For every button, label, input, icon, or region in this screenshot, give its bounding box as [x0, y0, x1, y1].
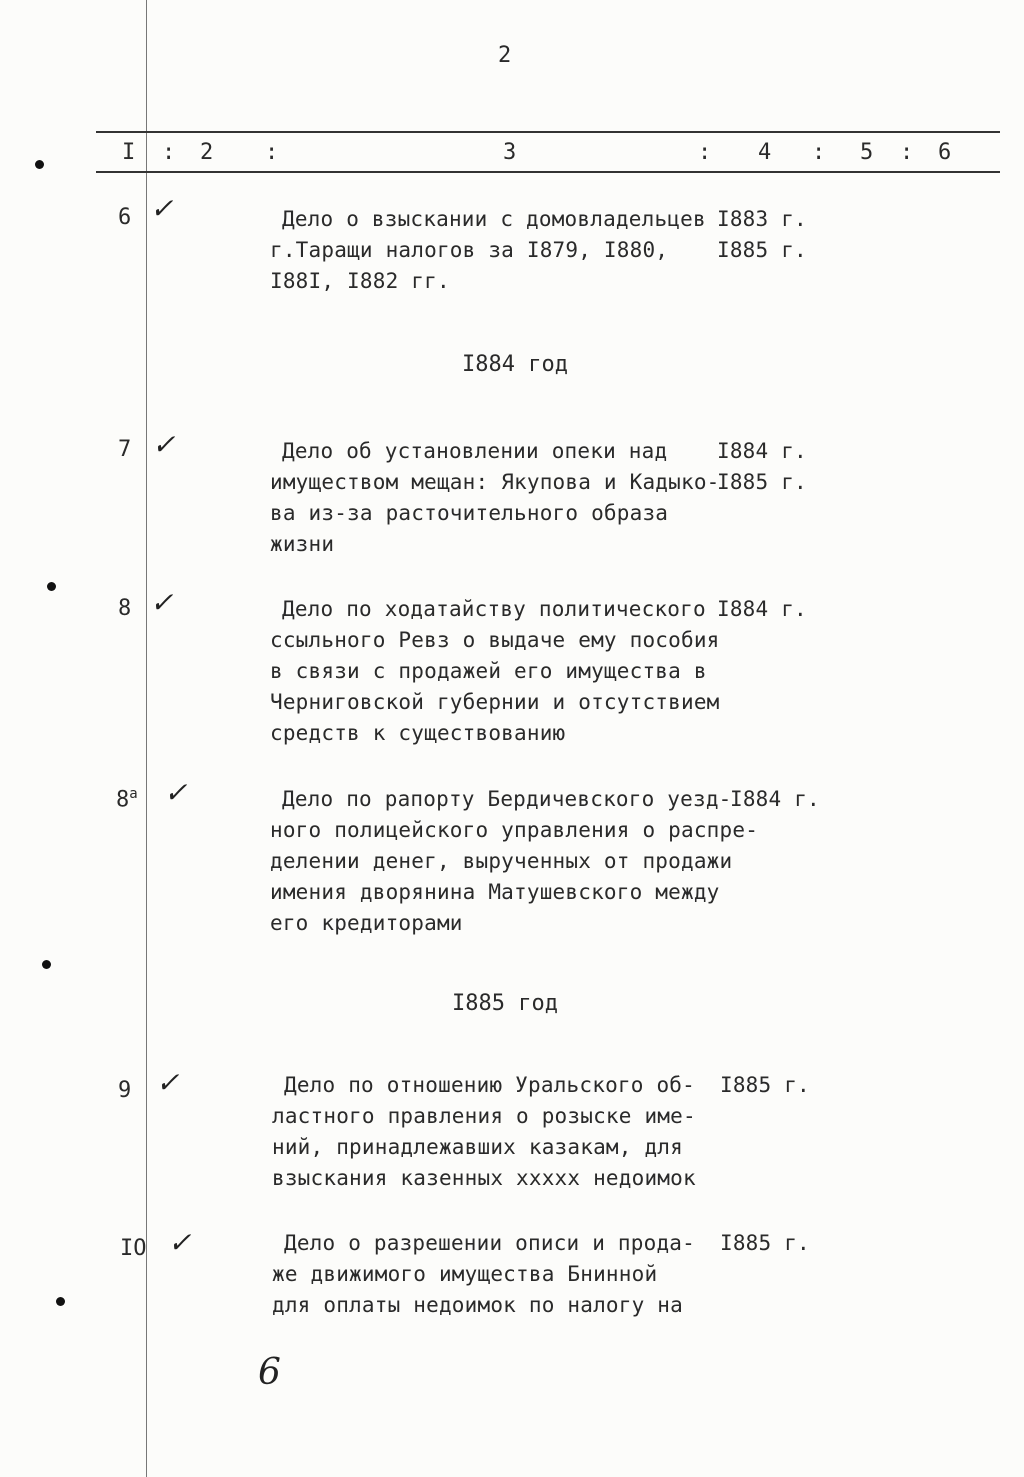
col-header-5: 5 — [860, 140, 874, 165]
check-mark-icon: ✓ — [150, 586, 174, 619]
entry-description: Дело об установлении опеки над имуществом мещан: Якупова и Кадыко- ва из-за расточительного образа жизни — [270, 439, 720, 556]
entry-number: $8^а$ — [116, 786, 138, 813]
year-heading: I884 год — [462, 352, 568, 377]
entry-dates: I883 г. I885 г. — [717, 207, 807, 262]
hole-punch-mark — [42, 960, 51, 969]
header-bottom-rule — [96, 171, 1000, 173]
entry-number: 6 — [118, 205, 132, 230]
col-separator: : — [698, 140, 712, 165]
col-header-1: I — [122, 140, 136, 165]
entry-dates: I884 г. — [730, 787, 820, 811]
col-separator: : — [900, 140, 914, 165]
check-mark-icon: ✓ — [150, 192, 174, 225]
col-separator: : — [265, 140, 279, 165]
check-mark-icon: ✓ — [152, 428, 176, 461]
entry-number: 9 — [118, 1078, 132, 1103]
entry-number: IO — [120, 1236, 147, 1261]
header-top-rule — [96, 131, 1000, 133]
check-mark-icon: ✓ — [164, 776, 188, 809]
entry-description: Дело по ходатайству политического ссыльного Ревз о выдаче ему пособия в связи с продажей его имущества в Черниговской губернии и отсутствием средств к существованию — [270, 597, 720, 745]
entry-description: Дело о разрешении описи и прода- же движимого имущества Бнинной для оплаты недоимок по налогу на — [272, 1231, 695, 1317]
entry-dates: I885 г. — [720, 1073, 810, 1097]
col-separator: : — [162, 140, 176, 165]
hole-punch-mark — [47, 582, 56, 591]
col-header-4: 4 — [758, 140, 772, 165]
entry-description: Дело по отношению Уральского об- ластного правления о розыске име- ний, принадлежавших казакам, для взыскания казенных ххххх недоимок — [272, 1073, 696, 1190]
entry-description: Дело о взыскании с домовладельцев г.Таращи налогов за I879, I880, I88I, I882 гг. — [270, 207, 706, 293]
col-header-3: 3 — [503, 140, 517, 165]
entry-number-suffix: а — [129, 786, 138, 802]
col-header-2: 2 — [200, 140, 214, 165]
entry-number: 8 — [118, 596, 132, 621]
handwritten-sheet-number: 6 — [258, 1352, 281, 1393]
check-mark-icon: ✓ — [168, 1226, 192, 1259]
hole-punch-mark — [35, 160, 44, 169]
col-separator: : — [812, 140, 826, 165]
entry-description: Дело по рапорту Бердичевского уезд- ного полицейского управления о распре- делении денег, вырученных от продажи имения дворянина Матушевского между его кредиторами — [270, 787, 759, 935]
hole-punch-mark — [56, 1297, 65, 1306]
entry-dates: I884 г. — [717, 597, 807, 621]
entry-dates: I885 г. — [720, 1231, 810, 1255]
col-header-6: 6 — [938, 140, 952, 165]
entry-number: 7 — [118, 437, 132, 462]
year-heading: I885 год — [452, 991, 558, 1016]
entry-dates: I884 г. I885 г. — [717, 439, 807, 494]
page-number: 2 — [498, 43, 512, 68]
check-mark-icon: ✓ — [156, 1066, 180, 1099]
